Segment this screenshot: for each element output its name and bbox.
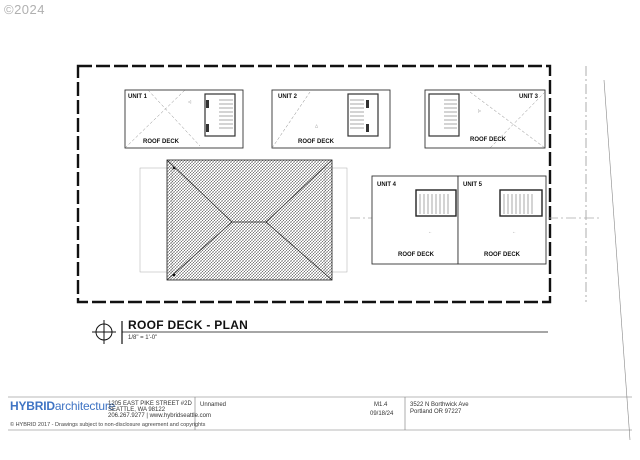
unit-2-label: UNIT 2 (278, 94, 298, 100)
firm-contact: 206.267.9277 | www.hybridseattle.com (108, 413, 211, 419)
unit-1-deck-label: ROOF DECK (143, 139, 179, 145)
firm-address-line1: 1205 EAST PIKE STREET #2D (108, 401, 192, 407)
unit-3-deck-label: ROOF DECK (470, 137, 506, 143)
unit-4-label: UNIT 4 (377, 182, 397, 188)
main-roof-hatched (140, 160, 347, 280)
svg-text:▷: ▷ (478, 108, 482, 113)
unit-5-label: UNIT 5 (463, 182, 483, 188)
firm-logo: HYBRIDarchitecture (10, 399, 116, 413)
sheet-date: 09/18/24 (370, 411, 394, 417)
copyright-watermark: ©2024 (4, 2, 45, 17)
sheet-number: M1.4 (374, 402, 388, 408)
unit-1-label: UNIT 1 (128, 94, 148, 100)
unit-4-roof (372, 176, 458, 264)
copyright-notice: © HYBRID 2017 - Drawings subject to non-disclosure agreement and copyrights (10, 422, 206, 428)
plan-scale: 1/8" = 1'-0" (128, 335, 158, 341)
svg-text:←: ← (428, 229, 432, 234)
unit-2-deck-label: ROOF DECK (298, 139, 334, 145)
unit-5-deck-label: ROOF DECK (484, 252, 520, 258)
north-arrow-icon (92, 320, 116, 344)
firm-address-line2: SEATTLE, WA 98122 (108, 407, 166, 413)
plan-title: ROOF DECK - PLAN (128, 318, 249, 332)
svg-text:←: ← (512, 229, 516, 234)
svg-text:◁: ◁ (188, 99, 192, 104)
reference-line (604, 80, 630, 440)
unit-4-deck-label: ROOF DECK (398, 252, 434, 258)
project-name: Unnamed (200, 402, 227, 408)
unit-5-roof (458, 176, 546, 264)
site-address-line1: 3522 N Borthwick Ave (410, 402, 469, 408)
svg-text:△: △ (315, 123, 319, 128)
unit-3-label: UNIT 3 (519, 94, 539, 100)
site-address-line2: Portland OR 97227 (410, 409, 462, 415)
